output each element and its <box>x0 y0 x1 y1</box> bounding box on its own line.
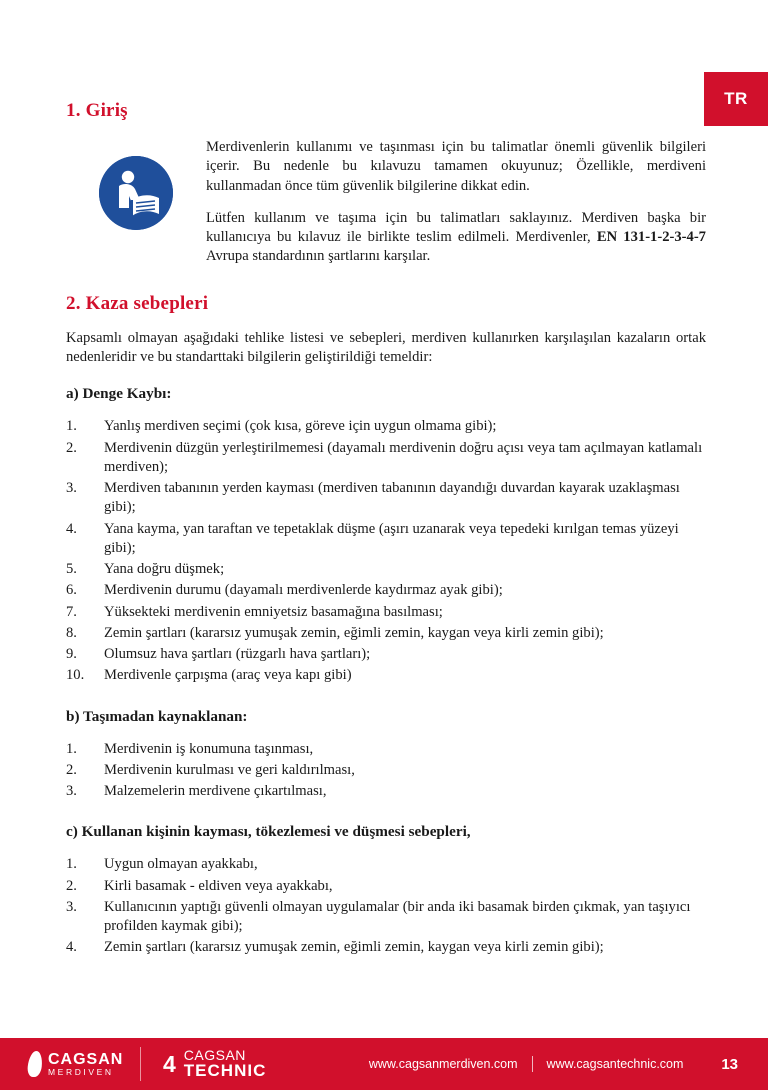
brand-logo-sub-text: MERDIVEN <box>48 1066 114 1077</box>
list-item <box>66 938 706 957</box>
intro-icon-column <box>66 134 206 230</box>
list-item-text: Uygun olmayan ayakkabı, <box>104 856 258 873</box>
list-item <box>66 603 706 622</box>
intro-block <box>66 134 706 267</box>
brand-logo-cagsan-merdiven <box>0 1051 140 1077</box>
list-item-number: 8. <box>66 624 77 641</box>
list-group-c <box>66 855 706 957</box>
list-group-b <box>66 740 706 802</box>
list-item-text: Merdivenin düzgün yerleştirilmemesi (dayamalı merdivenin doğru açısı veya tam açılmayan katlamalı merdiven); <box>104 439 703 475</box>
list-item <box>66 782 706 801</box>
list-item-text: Merdivenin iş konumuna taşınması, <box>104 740 314 757</box>
list-item <box>66 645 706 664</box>
list-item-number: 3. <box>66 898 77 915</box>
list-item-number: 4. <box>66 939 77 956</box>
list-item <box>66 520 706 559</box>
language-tab-tr <box>704 72 768 126</box>
list-item <box>66 855 706 874</box>
footer-link-divider <box>532 1056 533 1072</box>
subsection-title-b: b) Taşımadan kaynaklanan: <box>66 707 248 725</box>
subsection-title-a: a) Denge Kaybı: <box>66 385 172 403</box>
footer-link-technic[interactable]: www.cagsantechnic.com <box>546 1057 684 1071</box>
language-tab-label: TR <box>724 89 748 108</box>
list-group-a <box>66 417 706 685</box>
list-item-number: 3. <box>66 480 77 497</box>
list-item-number: 2. <box>66 761 77 778</box>
four-mark-icon: 4 <box>163 1050 176 1077</box>
list-item-number: 7. <box>66 603 77 620</box>
list-item-number: 10. <box>66 667 85 684</box>
list-item <box>66 898 706 937</box>
brand2-main-text: CAGSAN <box>183 1046 246 1063</box>
read-instructions-mandatory-icon <box>99 156 173 230</box>
list-item-number: 2. <box>66 439 77 456</box>
section-title-causes: 2. Kaza sebepleri <box>66 292 209 314</box>
brand2-sub-text: TECHNIC <box>183 1061 267 1081</box>
list-item-text: Merdiven tabanının yerden kayması (merdiven tabanının dayandığı duvardan kayarak uzaklaşması gibi); <box>104 480 680 516</box>
section-title-intro: 1. Giriş <box>66 100 128 121</box>
list-item <box>66 560 706 579</box>
list-item-number: 9. <box>66 646 77 663</box>
brand-logo-cagsan-technic <box>141 1048 331 1081</box>
list-item-number: 1. <box>66 740 77 757</box>
list-item-text: Zemin şartları (kararsız yumuşak zemin, eğimli zemin, kaygan veya kirli zemin gibi); <box>104 939 604 956</box>
list-item-text: Zemin şartları (kararsız yumuşak zemin, eğimli zemin, kaygan veya kirli zemin gibi); <box>104 624 604 641</box>
intro-paragraph-2-pre: Lütfen kullanım ve taşıma için bu talimatları saklayınız. Merdiven başka bir kullanıcıya bu kılavuz ile birlikte teslim edilmeli. Merdivenler, <box>206 209 706 245</box>
list-item-number: 1. <box>66 418 77 435</box>
list-item-text: Olumsuz hava şartları (rüzgarlı hava şartları); <box>104 646 371 663</box>
standard-reference: EN 131-1-2-3-4-7 <box>596 229 706 245</box>
list-item <box>66 877 706 896</box>
list-item-number: 2. <box>66 877 77 894</box>
footer-links <box>331 1056 721 1072</box>
subsection-title-c: c) Kullanan kişinin kayması, tökezlemesi ve düşmesi sebepleri, <box>66 823 471 841</box>
list-item-text: Yana doğru düşmek; <box>104 561 225 578</box>
footer-link-merdiven[interactable]: www.cagsanmerdiven.com <box>368 1057 518 1071</box>
flame-icon <box>27 1051 44 1077</box>
list-item-text: Yana kayma, yan taraftan ve tepetaklak düşme (aşırı uzanarak veya tepedeki kırılgan temas yüzeyi gibi); <box>104 520 679 556</box>
list-item-text: Malzemelerin merdivene çıkartılması, <box>104 783 327 800</box>
list-item-text: Kirli basamak - eldiven veya ayakkabı, <box>104 877 333 894</box>
list-item <box>66 666 706 685</box>
list-item <box>66 581 706 600</box>
page-number: 13 <box>721 1055 738 1073</box>
intro-paragraph-2-post: Avrupa standardının şartlarını karşılar. <box>206 248 431 265</box>
intro-paragraph-1: Merdivenlerin kullanımı ve taşınması için bu talimatlar önemli güvenlik bilgileri içerir. Bu nedenle bu kılavuzu tamamen okuyunuz; Özellikle, merdiveni kullanmadan önce tüm güvenlik bilgilerine dikkat edin. <box>206 139 706 194</box>
list-item <box>66 439 706 478</box>
list-item-text: Merdivenin durumu (dayamalı merdivenlerde kaydırmaz ayak gibi); <box>104 582 503 599</box>
list-item <box>66 740 706 759</box>
list-item-text: Yanlış merdiven seçimi (çok kısa, göreve için uygun olmama gibi); <box>104 418 497 435</box>
intro-paragraph-2 <box>206 209 706 267</box>
brand-logo-main-text: CAGSAN <box>48 1050 124 1068</box>
list-item <box>66 417 706 436</box>
document-content <box>66 100 706 980</box>
list-item-text: Kullanıcının yaptığı güvenli olmayan uygulamalar (bir anda iki basamak birden çıkmak, yan taşıyıcı profilden kaymak gibi); <box>104 898 691 935</box>
list-item <box>66 479 706 518</box>
causes-intro-paragraph: Kapsamlı olmayan aşağıdaki tehlike listesi ve sebepleri, merdiven kullanırken karşılaşılan kazaların ortak nedenleridir ve bu standarttaki bilgilerin geliştirildiği temeldir: <box>66 329 706 365</box>
list-item <box>66 761 706 780</box>
page-footer <box>0 1038 768 1090</box>
list-item-text: Yüksekteki merdivenin emniyetsiz basamağına basılması; <box>104 603 443 620</box>
list-item-number: 1. <box>66 856 77 873</box>
list-item-number: 4. <box>66 520 77 537</box>
list-item-text: Merdivenin kurulması ve geri kaldırılması, <box>104 761 355 778</box>
list-item-number: 6. <box>66 582 77 599</box>
list-item-number: 5. <box>66 561 77 578</box>
list-item-text: Merdivenle çarpışma (araç veya kapı gibi) <box>104 667 352 684</box>
list-item-number: 3. <box>66 783 77 800</box>
list-item <box>66 624 706 643</box>
intro-text-column <box>206 134 706 267</box>
